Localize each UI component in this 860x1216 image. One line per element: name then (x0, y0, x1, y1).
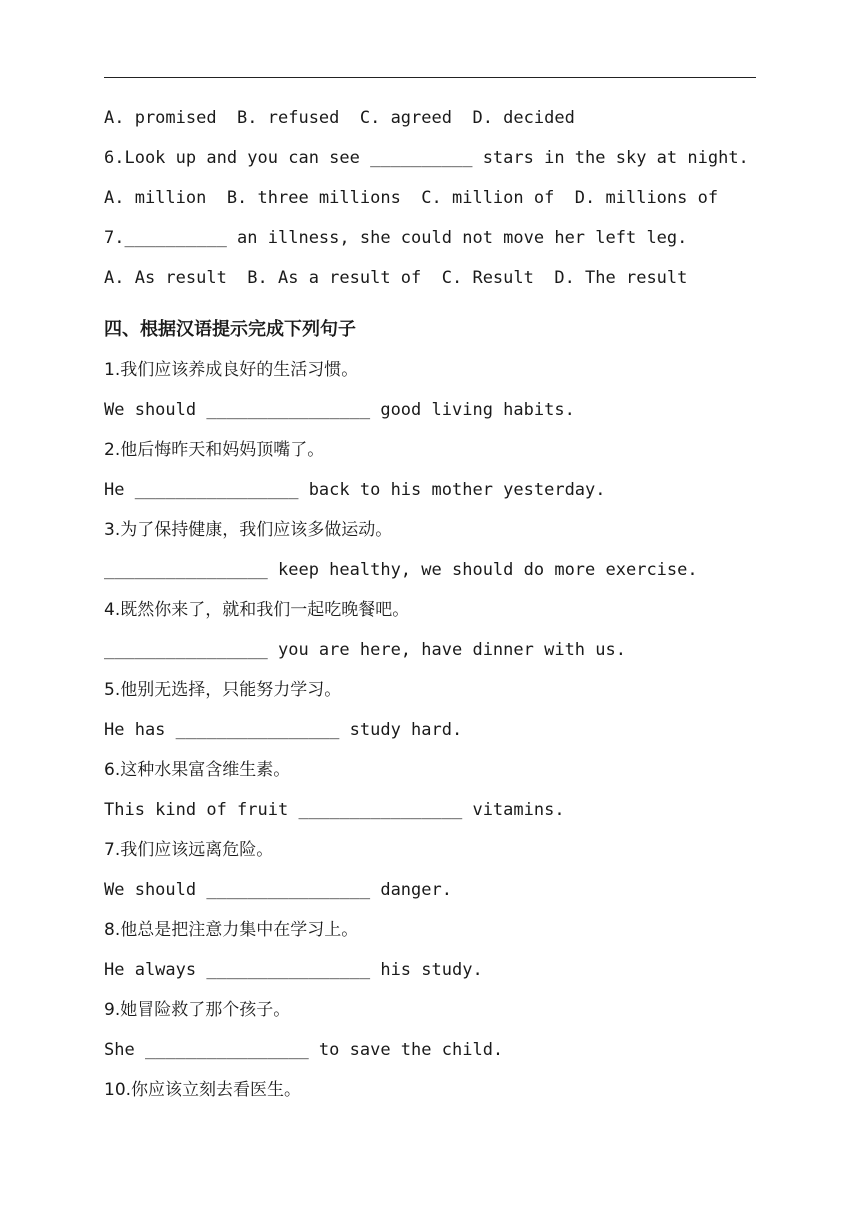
item-3-cn: 3.为了保持健康，我们应该多做运动。 (104, 520, 393, 540)
q6-question: 6.Look up and you can see __________ stars in the sky at night. (104, 148, 749, 168)
item-6-en: This kind of fruit ________________ vitamins. (104, 800, 565, 820)
item-1-en: We should ________________ good living habits. (104, 400, 575, 420)
q7-question: 7.__________ an illness, she could not move her left leg. (104, 228, 688, 248)
item-9-en: She ________________ to save the child. (104, 1040, 504, 1060)
q5-options: A. promised B. refused C. agreed D. decided (104, 108, 575, 128)
item-6-cn: 6.这种水果富含维生素。 (104, 760, 291, 780)
item-10-cn: 10.你应该立刻去看医生。 (104, 1080, 302, 1100)
q6-options: A. million B. three millions C. million of D. millions of (104, 188, 719, 208)
item-4-cn: 4.既然你来了，就和我们一起吃晚餐吧。 (104, 600, 410, 620)
header-rule (104, 77, 756, 78)
item-7-en: We should ________________ danger. (104, 880, 452, 900)
item-5-cn: 5.他别无选择，只能努力学习。 (104, 680, 342, 700)
item-9-cn: 9.她冒险救了那个孩子。 (104, 1000, 291, 1020)
item-3-en: ________________ keep healthy, we should do more exercise. (104, 560, 698, 580)
q7-options: A. As result B. As a result of C. Result D. The result (104, 268, 688, 288)
item-7-cn: 7.我们应该远离危险。 (104, 840, 274, 860)
item-2-cn: 2.他后悔昨天和妈妈顶嘴了。 (104, 440, 325, 460)
item-4-en: ________________ you are here, have dinner with us. (104, 640, 626, 660)
item-8-en: He always ________________ his study. (104, 960, 483, 980)
item-1-cn: 1.我们应该养成良好的生活习惯。 (104, 360, 359, 380)
item-8-cn: 8.他总是把注意力集中在学习上。 (104, 920, 359, 940)
item-5-en: He has ________________ study hard. (104, 720, 463, 740)
item-2-en: He ________________ back to his mother yesterday. (104, 480, 606, 500)
section-title: 四、根据汉语提示完成下列句子 (104, 319, 356, 340)
document-body (104, 100, 764, 1112)
